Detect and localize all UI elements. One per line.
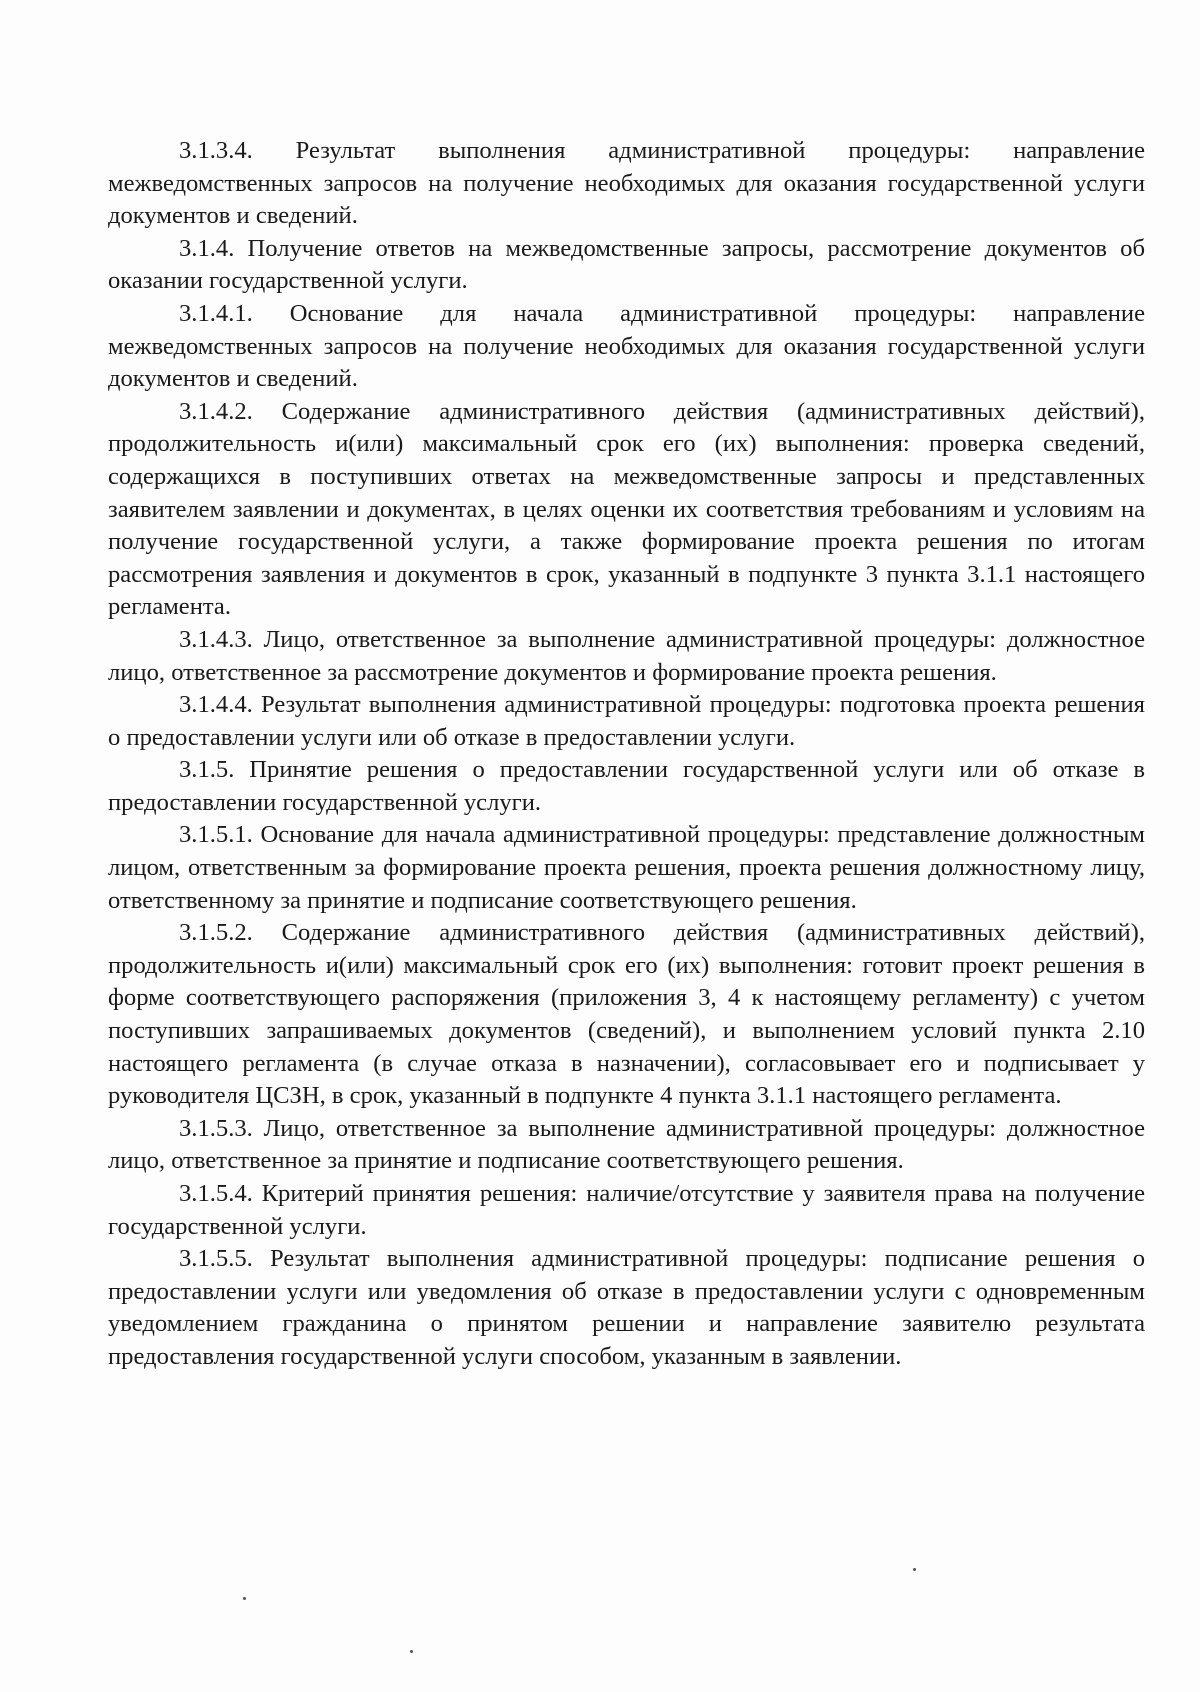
paragraph-3-1-5-5: 3.1.5.5. Результат выполнения административной процедуры: подписание решения о предоставлении услуги или уведомления об отказе в предоставлении услуги с одновременным уведомлением гражданина о принятом решении и направление заявителю результата предоставления государственной услуги способом, указанным в заявлении. <box>108 1245 1145 1370</box>
paragraph-3-1-4-4: 3.1.4.4. Результат выполнения административной процедуры: подготовка проекта решения о предоставлении услуги или об отказе в предоставлении услуги. <box>108 691 1145 751</box>
paragraph-3-1-4-1: 3.1.4.1. Основание для начала административной процедуры: направление межведомственных запросов на получение необходимых для оказания государственной услуги документов и сведений. <box>108 299 1145 393</box>
paragraph-3-1-5-1: 3.1.5.1. Основание для начала административной процедуры: представление должностным лицом, ответственным за формирование проекта решения, проекта решения должностному лицу, ответственному за принятие и подписание соответствующего решения. <box>108 821 1145 914</box>
paragraph-3-1-4: 3.1.4. Получение ответов на межведомственные запросы, рассмотрение документов об оказании государственной услуги. <box>108 234 1145 295</box>
paragraph-3-1-5-3: 3.1.5.3. Лицо, ответственное за выполнение административной процедуры: должностное лицо, ответственное за принятие и подписание соответствующего решения. <box>108 1114 1145 1175</box>
paragraph-3-1-5: 3.1.5. Принятие решения о предоставлении государственной услуги или об отказе в предоставлении государственной услуги. <box>108 756 1145 816</box>
paragraph-3-1-3-4: 3.1.3.4. Результат выполнения административной процедуры: направление межведомственных запросов на получение необходимых для оказания государственной услуги документов и сведений. <box>108 137 1145 230</box>
scan-speck <box>243 1597 246 1600</box>
scan-speck <box>913 1568 916 1571</box>
paragraph-3-1-5-4: 3.1.5.4. Критерий принятия решения: наличие/отсутствие у заявителя права на получение государственной услуги. <box>108 1180 1145 1240</box>
paragraph-3-1-4-2: 3.1.4.2. Содержание административного действия (административных действий), продолжительность и(или) максимальный срок его (их) выполнения: проверка сведений, содержащихся в поступивших ответах на межведомственные запросы и представленных заявителем заявлении и документах, в целях оценки их соответствия требованиям и условиям на получение государственной услуги, а также формирование проекта решения по итогам рассмотрения заявления и документов в срок, указанный в подпункте 3 пункта 3.1.1 настоящего регламента. <box>108 397 1145 621</box>
document-body <box>108 135 1145 1374</box>
scan-speck <box>410 1650 413 1653</box>
paragraph-3-1-4-3: 3.1.4.3. Лицо, ответственное за выполнение административной процедуры: должностное лицо, ответственное за рассмотрение документов и формирование проекта решения. <box>108 625 1145 686</box>
paragraph-3-1-5-2: 3.1.5.2. Содержание административного действия (административных действий), продолжительность и(или) максимальный срок его (их) выполнения: готовит проект решения в форме соответствующего распоряжения (приложения 3, 4 к настоящему регламенту) с учетом поступивших запрашиваемых документов (сведений), и выполнением условий пункта 2.10 настоящего регламента (в случае отказа в назначении), согласовывает его и подписывает у руководителя ЦСЗН, в срок, указанный в подпункте 4 пункта 3.1.1 настоящего регламента. <box>108 919 1145 1110</box>
